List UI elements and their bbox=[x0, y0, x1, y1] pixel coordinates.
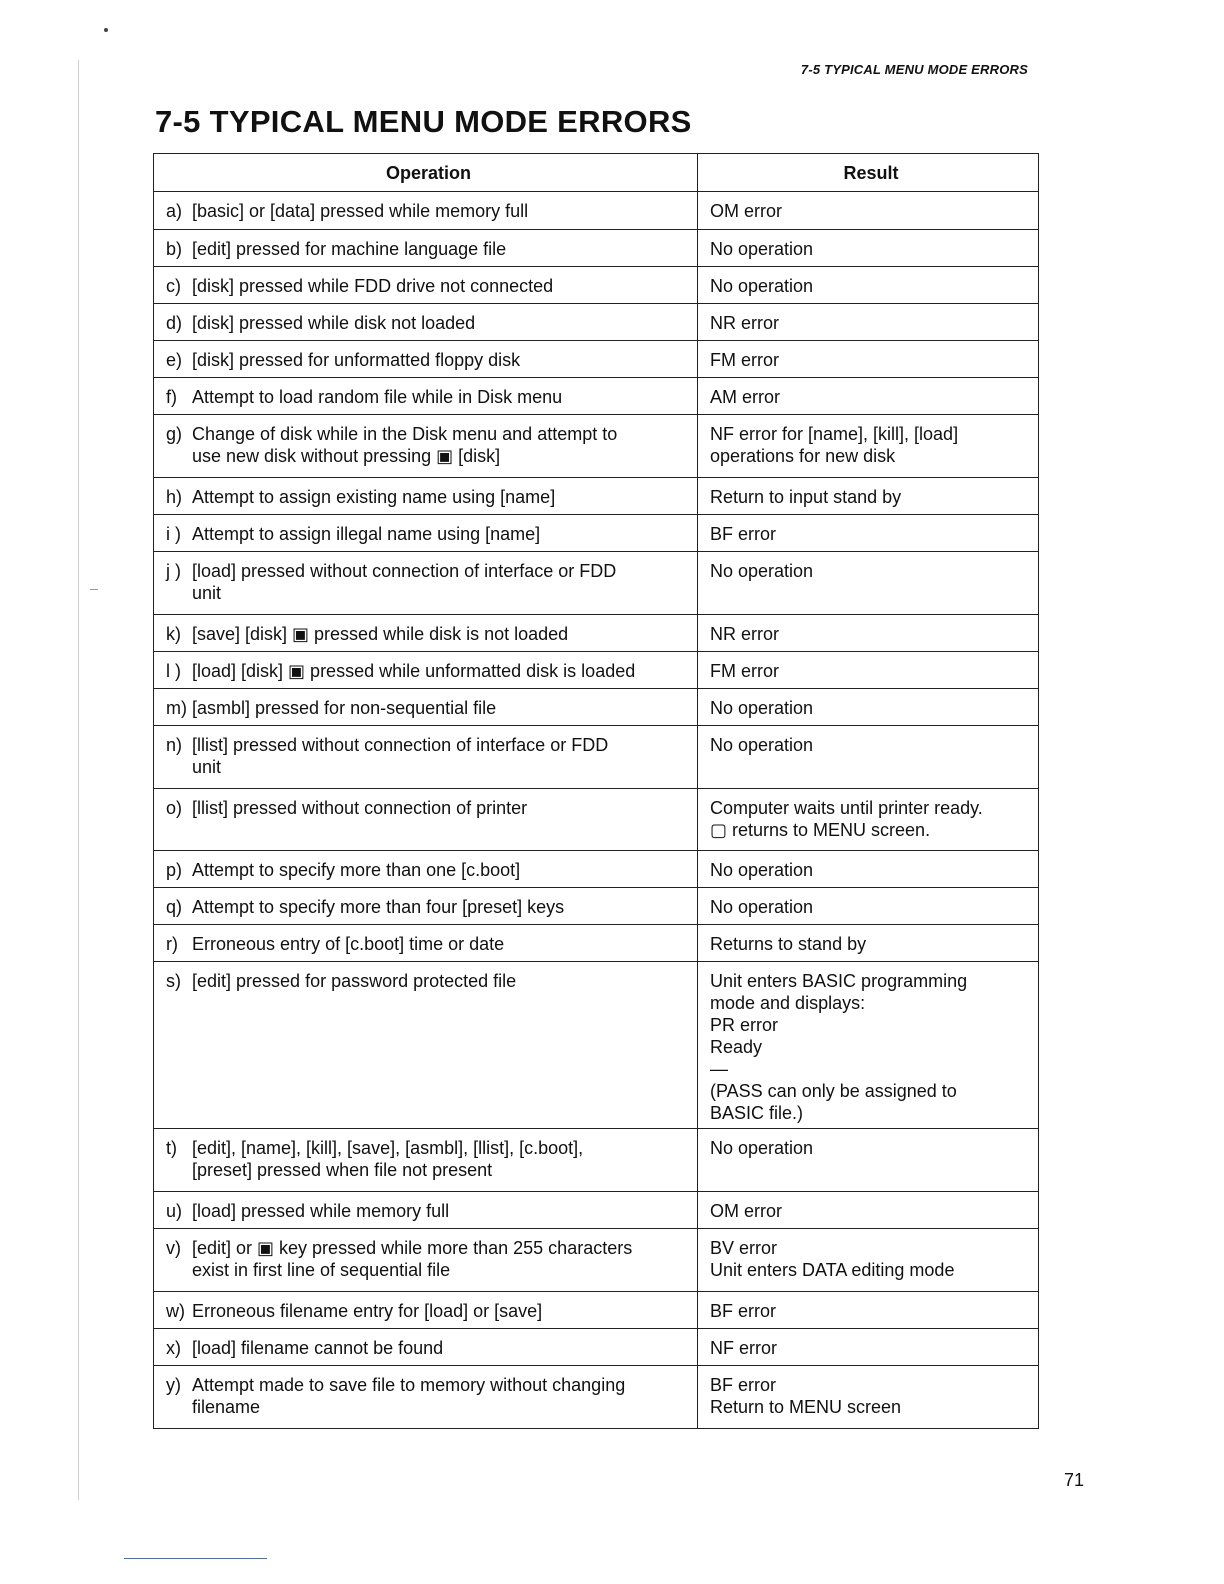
operation-cell bbox=[154, 1129, 698, 1191]
operation-cell bbox=[154, 341, 698, 377]
result-cell: NF error for [name], [kill], [load] operations for new disk bbox=[710, 424, 959, 466]
operation-cell bbox=[154, 1366, 698, 1428]
operation-cell bbox=[154, 1192, 698, 1228]
operation-cell bbox=[154, 378, 698, 414]
table-row bbox=[154, 477, 1038, 514]
row-letter: a) bbox=[166, 201, 183, 221]
column-header-operation: Operation bbox=[154, 154, 698, 191]
operation-cell bbox=[154, 304, 698, 340]
table-row bbox=[154, 303, 1038, 340]
table-row bbox=[154, 191, 1038, 229]
operation-text: [asmbl] pressed for non-sequential file bbox=[192, 698, 497, 718]
row-letter: m) bbox=[166, 698, 187, 718]
table-row bbox=[154, 266, 1038, 303]
result-cell: Return to input stand by bbox=[710, 487, 902, 507]
binding-edge bbox=[78, 60, 79, 1500]
operation-text: [llist] pressed without connection of interface or FDD unit bbox=[192, 735, 609, 777]
table-row bbox=[154, 850, 1038, 887]
row-letter: x) bbox=[166, 1338, 181, 1358]
table-header-row bbox=[154, 154, 1038, 191]
row-letter: u) bbox=[166, 1201, 183, 1221]
row-letter: j ) bbox=[166, 561, 181, 581]
operation-cell bbox=[154, 515, 698, 551]
operation-cell bbox=[154, 851, 698, 887]
operation-cell bbox=[154, 230, 698, 266]
result-cell: No operation bbox=[710, 561, 814, 581]
row-letter: b) bbox=[166, 239, 183, 259]
row-letter: e) bbox=[166, 350, 183, 370]
scan-speck bbox=[104, 28, 108, 32]
margin-mark bbox=[90, 589, 98, 590]
row-letter: l ) bbox=[166, 661, 181, 681]
table-row bbox=[154, 614, 1038, 651]
operation-cell bbox=[154, 192, 698, 229]
row-letter: w) bbox=[166, 1301, 185, 1321]
result-cell: BF error bbox=[710, 1301, 777, 1321]
row-letter: c) bbox=[166, 276, 181, 296]
result-cell: Computer waits until printer ready. ▢ returns to MENU screen. bbox=[710, 798, 983, 840]
table-row bbox=[154, 551, 1038, 614]
row-letter: y) bbox=[166, 1375, 181, 1395]
row-letter: v) bbox=[166, 1238, 181, 1258]
operation-text: [load] filename cannot be found bbox=[192, 1338, 444, 1358]
page-number: 71 bbox=[1064, 1470, 1085, 1490]
operation-cell bbox=[154, 1229, 698, 1291]
operation-text: [save] [disk] ▣ pressed while disk is not loaded bbox=[192, 624, 569, 644]
result-cell: Unit enters BASIC programming mode and displays: PR error Ready — (PASS can only be assigned to BASIC file.) bbox=[710, 971, 968, 1123]
footer-rule bbox=[124, 1558, 267, 1559]
table-row bbox=[154, 1228, 1038, 1291]
operation-text: [load] pressed while memory full bbox=[192, 1201, 450, 1221]
operation-text: [llist] pressed without connection of printer bbox=[192, 798, 528, 818]
operation-text: [disk] pressed for unformatted floppy disk bbox=[192, 350, 521, 370]
operation-text: Attempt to specify more than one [c.boot] bbox=[192, 860, 521, 880]
operation-text: Erroneous entry of [c.boot] time or date bbox=[192, 934, 505, 954]
result-cell: No operation bbox=[710, 897, 814, 917]
table-row bbox=[154, 514, 1038, 551]
row-letter: i ) bbox=[166, 524, 181, 544]
table-row bbox=[154, 725, 1038, 788]
table-row bbox=[154, 1291, 1038, 1328]
column-header-result: Result bbox=[843, 162, 899, 183]
result-cell: BV error Unit enters DATA editing mode bbox=[710, 1238, 955, 1280]
result-cell: No operation bbox=[710, 239, 814, 259]
table-row bbox=[154, 788, 1038, 850]
operation-cell bbox=[154, 415, 698, 477]
operation-cell bbox=[154, 888, 698, 924]
operation-text: [load] [disk] ▣ pressed while unformatted disk is loaded bbox=[192, 661, 636, 681]
row-letter: p) bbox=[166, 860, 183, 880]
operation-cell bbox=[154, 478, 698, 514]
operation-text: Attempt made to save file to memory without changing filename bbox=[192, 1375, 626, 1417]
running-header: 7-5 TYPICAL MENU MODE ERRORS bbox=[800, 62, 1028, 77]
operation-text: [disk] pressed while disk not loaded bbox=[192, 313, 476, 333]
operation-text: [edit], [name], [kill], [save], [asmbl], [llist], [c.boot], [preset] pressed when file not present bbox=[192, 1138, 584, 1180]
result-cell: Returns to stand by bbox=[710, 934, 867, 954]
result-cell: NR error bbox=[710, 624, 780, 644]
operation-cell bbox=[154, 652, 698, 688]
result-cell: FM error bbox=[710, 661, 779, 681]
operation-text: [disk] pressed while FDD drive not connected bbox=[192, 276, 554, 296]
result-cell: FM error bbox=[710, 350, 779, 370]
result-cell: BF error bbox=[710, 524, 777, 544]
row-letter: o) bbox=[166, 798, 183, 818]
result-cell: NF error bbox=[710, 1338, 777, 1358]
operation-cell bbox=[154, 615, 698, 651]
operation-cell bbox=[154, 1292, 698, 1328]
row-letter: d) bbox=[166, 313, 183, 333]
table-row bbox=[154, 1365, 1038, 1428]
result-cell: AM error bbox=[710, 387, 781, 407]
operation-cell bbox=[154, 925, 698, 961]
table-row bbox=[154, 651, 1038, 688]
operation-text: [edit] pressed for machine language file bbox=[192, 239, 507, 259]
row-letter: q) bbox=[166, 897, 183, 917]
operation-cell bbox=[154, 689, 698, 725]
row-letter: g) bbox=[166, 424, 183, 444]
operation-cell bbox=[154, 552, 698, 614]
row-letter: t) bbox=[166, 1138, 177, 1158]
page-title: 7-5 TYPICAL MENU MODE ERRORS bbox=[155, 104, 692, 139]
operation-text: [load] pressed without connection of interface or FDD unit bbox=[192, 561, 617, 603]
operation-text: Attempt to load random file while in Disk menu bbox=[192, 387, 563, 407]
table-row bbox=[154, 229, 1038, 266]
operation-text: [edit] or ▣ key pressed while more than 255 characters exist in first line of sequential file bbox=[192, 1238, 633, 1280]
result-cell: NR error bbox=[710, 313, 780, 333]
result-cell: No operation bbox=[710, 860, 814, 880]
operation-text: Attempt to assign illegal name using [name] bbox=[192, 524, 541, 544]
table-row bbox=[154, 340, 1038, 377]
operation-text: Attempt to assign existing name using [name] bbox=[192, 487, 556, 507]
operation-text: Erroneous filename entry for [load] or [save] bbox=[192, 1301, 543, 1321]
operation-cell bbox=[154, 726, 698, 788]
row-letter: s) bbox=[166, 971, 181, 991]
menu-errors-table bbox=[153, 153, 1039, 1429]
row-letter: f) bbox=[166, 387, 177, 407]
row-letter: h) bbox=[166, 487, 183, 507]
row-letter: n) bbox=[166, 735, 183, 755]
result-cell: OM error bbox=[710, 1201, 782, 1221]
result-cell: BF error Return to MENU screen bbox=[710, 1375, 902, 1417]
table-row bbox=[154, 1328, 1038, 1365]
operation-cell bbox=[154, 267, 698, 303]
table-row bbox=[154, 1128, 1038, 1191]
row-letter: r) bbox=[166, 934, 178, 954]
row-letter: k) bbox=[166, 624, 181, 644]
table-row bbox=[154, 961, 1038, 1128]
result-cell: OM error bbox=[710, 201, 782, 221]
operation-cell bbox=[154, 962, 698, 1128]
table-row bbox=[154, 414, 1038, 477]
operation-text: Attempt to specify more than four [preset] keys bbox=[192, 897, 565, 917]
table-row bbox=[154, 924, 1038, 961]
table-row bbox=[154, 1191, 1038, 1228]
table-row bbox=[154, 688, 1038, 725]
result-cell: No operation bbox=[710, 1138, 814, 1158]
operation-text: [edit] pressed for password protected file bbox=[192, 971, 517, 991]
operation-cell bbox=[154, 1329, 698, 1365]
operation-cell bbox=[154, 789, 698, 850]
operation-text: Change of disk while in the Disk menu and attempt to use new disk without pressing ▣ [disk] bbox=[192, 424, 618, 466]
table-row bbox=[154, 887, 1038, 924]
result-cell: No operation bbox=[710, 698, 814, 718]
table-row bbox=[154, 377, 1038, 414]
result-cell: No operation bbox=[710, 735, 814, 755]
result-cell: No operation bbox=[710, 276, 814, 296]
operation-text: [basic] or [data] pressed while memory full bbox=[192, 201, 529, 221]
